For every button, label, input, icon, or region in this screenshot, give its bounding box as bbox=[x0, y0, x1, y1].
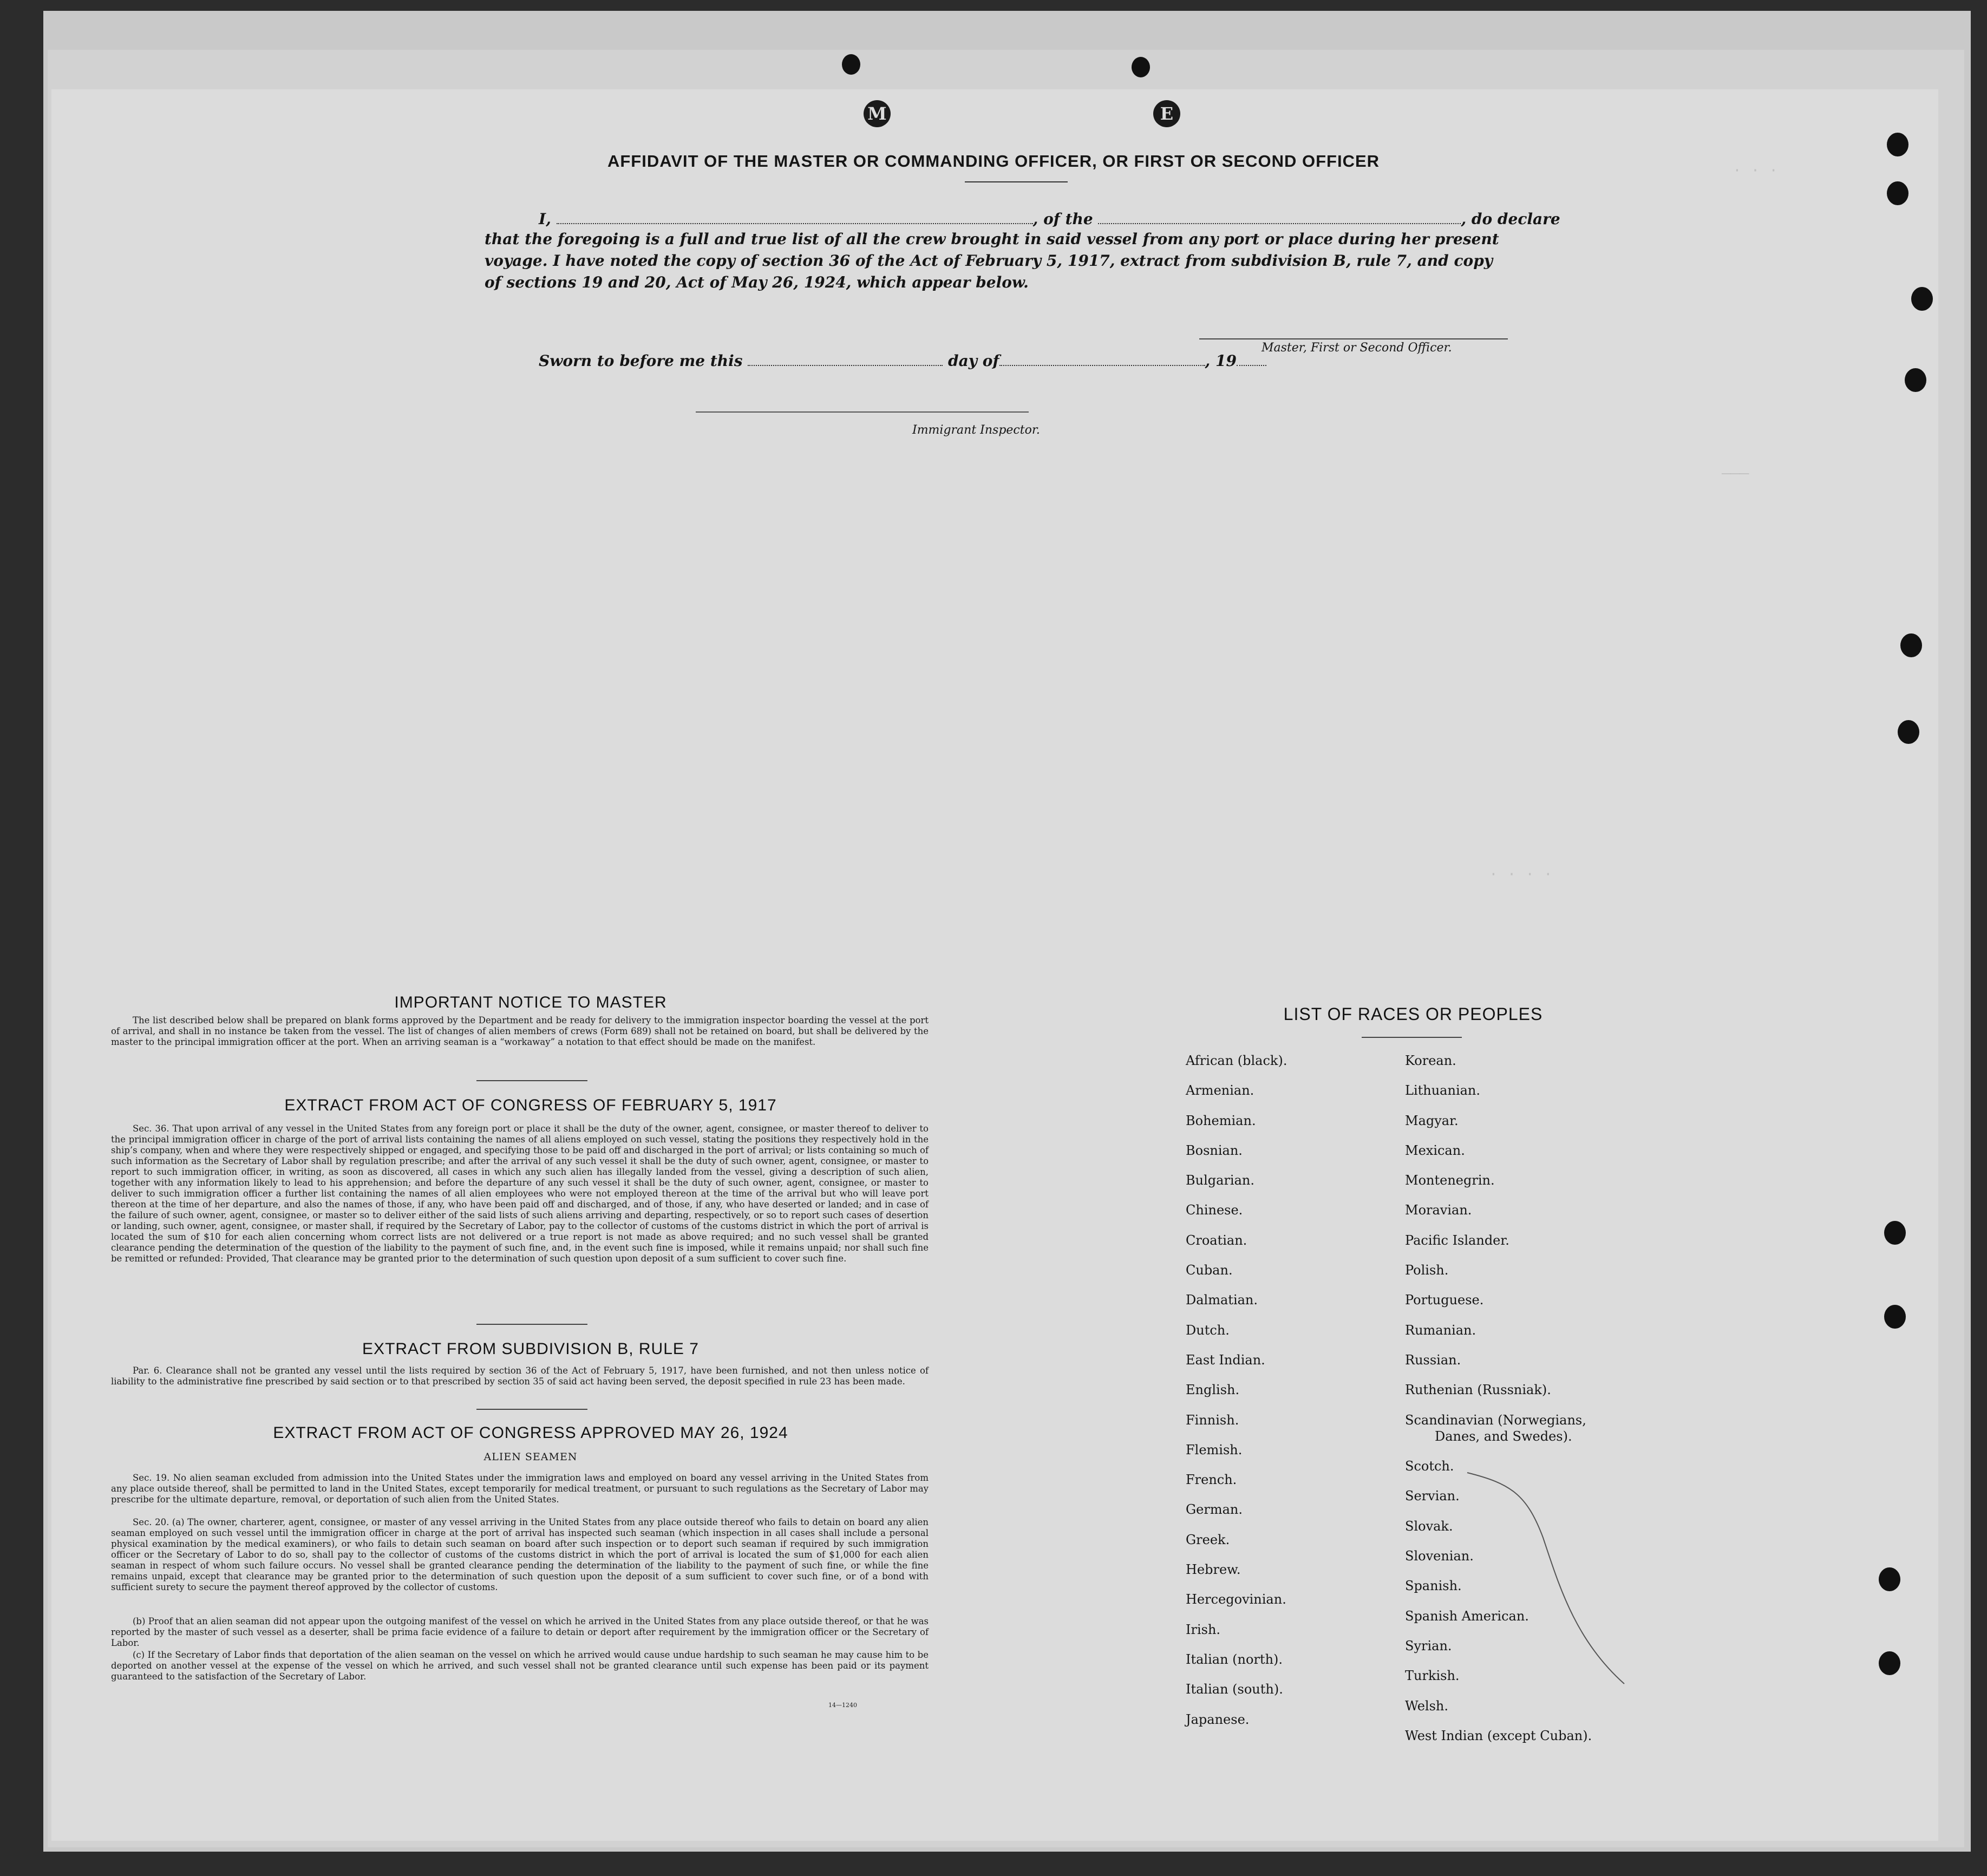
vessel-blank bbox=[1098, 223, 1461, 224]
race-item: Spanish. bbox=[1405, 1578, 1462, 1594]
section-divider bbox=[476, 1409, 587, 1410]
year-text: , 19 bbox=[1205, 352, 1237, 370]
race-item: Pacific Islander. bbox=[1405, 1232, 1509, 1248]
race-item: Chinese. bbox=[1186, 1202, 1243, 1218]
day-of-text: day of bbox=[948, 352, 999, 370]
race-item: Finnish. bbox=[1186, 1412, 1239, 1428]
race-item: Slovak. bbox=[1405, 1518, 1453, 1534]
race-item: Danes, and Swedes). bbox=[1435, 1428, 1572, 1444]
extract-1917-text: Sec. 36. That upon arrival of any vessel in the United States from any foreign port or place it shall be the duty of the owner, agent, consignee, or master thereof to deliver to the principal immigration officer in charge of the port of arrival lists containing the names of all aliens employed on such vessel, stating the positions they respectively hold in the ship’s company, when and where they were respectively shipped or engaged, and specifying those to be paid off and discharged in the port of arrival; or lists containing so much of such information as the Secretary of Labor shall by regulation prescribe; and after the arrival of any such vessel it shall be the duty of such owner, agent, consignee, or master to report to such immigration officer, in writing, as soon as discovered, all cases in which any such alien has illegally landed from the vessel, giving a description of such alien, together with any information likely to lead to his apprehension; and before the departure of any such vessel it shall be the duty of such owner, agent, consignee, or master to deliver to such immigration officer a further list containing the names of all alien employees who were not employed thereon at the time of the arrival but who will leave port thereon at the time of her departure, and also the names of those, if any, who have been paid off and discharged, and of those, if any, who have deserted or landed; and in case of the failure of such owner, agent, consignee, or master so to deliver either of the said lists of such aliens arriving and departing, respectively, or so to report such cases of desertion or landing, such owner, agent, consignee, or master shall, if required by the Secretary of Labor, pay to the collector of customs of the customs district in which the port of arrival is located the sum of $10 for each alien concerning whom correct lists are not delivered or a true report is not made as above required; and no such vessel shall be granted clearance pending the determination of the question of the liability to the payment of such fine, and, in the event such fine is imposed, while it remains unpaid; nor shall such fine be remitted or refunded: Provided, That clearance may be granted prior to the determination of such question upon deposit of a sum sufficient to cover such fine. bbox=[111, 1123, 929, 1264]
sworn-text: Sworn to before me this bbox=[539, 352, 743, 370]
race-item: Magyar. bbox=[1405, 1113, 1459, 1128]
extract-rule7-title: EXTRACT FROM SUBDIVISION B, RULE 7 bbox=[362, 1340, 699, 1358]
form-number: 14—1240 bbox=[828, 1702, 857, 1709]
inspector-line bbox=[696, 411, 1029, 413]
race-item: East Indian. bbox=[1186, 1352, 1265, 1368]
binder-hole bbox=[1898, 720, 1919, 744]
notice-title: IMPORTANT NOTICE TO MASTER bbox=[394, 993, 667, 1011]
races-left-column bbox=[1186, 1053, 1287, 1742]
race-item: West Indian (except Cuban). bbox=[1405, 1728, 1592, 1743]
title-divider bbox=[965, 181, 1068, 182]
race-item: French. bbox=[1186, 1472, 1237, 1488]
race-item: Montenegrin. bbox=[1405, 1173, 1495, 1188]
race-item: Scotch. bbox=[1405, 1459, 1454, 1474]
binder-hole bbox=[1879, 1651, 1900, 1675]
race-item: Italian (north). bbox=[1186, 1651, 1283, 1667]
extract-1924-title: EXTRACT FROM ACT OF CONGRESS APPROVED MAY 26, 1924 bbox=[273, 1424, 788, 1442]
race-item: Croatian. bbox=[1186, 1232, 1247, 1248]
binder-hole bbox=[1900, 633, 1922, 657]
race-item: Bosnian. bbox=[1186, 1142, 1243, 1158]
sec-19-text: Sec. 19. No alien seaman excluded from admission into the United States under the immigration laws and employed on board any vessel arriving in the United States from any place outside thereof, shall be permitted to land in the United States, except temporarily for medical treatment, or pursuant to such regulations as the Secretary of Labor may prescribe for the ultimate departure, removal, or deportation of such alien from the United States. bbox=[111, 1473, 929, 1505]
bleed-through-text: · · · · bbox=[1489, 866, 1553, 883]
section-divider bbox=[476, 1324, 587, 1325]
race-item: Irish. bbox=[1186, 1622, 1221, 1637]
signature-caption: Master, First or Second Officer. bbox=[1262, 341, 1452, 355]
race-item: Flemish. bbox=[1186, 1442, 1243, 1457]
binder-hole bbox=[1879, 1567, 1900, 1591]
races-divider bbox=[1362, 1037, 1462, 1038]
binder-hole bbox=[842, 54, 860, 75]
pencil-stroke bbox=[1462, 1462, 1657, 1689]
affidavit-title: AFFIDAVIT OF THE MASTER OR COMMANDING OFFICER, OR FIRST OR SECOND OFFICER bbox=[607, 152, 1380, 171]
inspector-caption: Immigrant Inspector. bbox=[912, 423, 1040, 437]
binder-hole bbox=[1905, 368, 1926, 392]
affidavit-declare: , do declare bbox=[1461, 210, 1560, 228]
race-item: Bulgarian. bbox=[1186, 1173, 1254, 1188]
race-item: Armenian. bbox=[1186, 1083, 1254, 1099]
binder-hole bbox=[1884, 1221, 1906, 1245]
sec-20a-text: Sec. 20. (a) The owner, charterer, agent, consignee, or master of any vessel arriving in the United States from any place outside thereof who fails to detain on board any alien seaman employed on such vessel until the immigration officer in charge at the port of arrival has inspected such seaman (which inspection in all cases shall include a personal physical examination by the medical examiners), or who fails to detain such seaman on board after such inspection or to deport such seaman if required by such immigration officer or the Secretary of Labor to do so, shall pay to the collector of customs of the customs district in which the port of arrival is located the sum of $1,000 for each alien seaman in respect of whom such failure occurs. No vessel shall be granted clearance pending the determination of the liability to the payment of such fine, or while the fine remains unpaid, except that clearance may be granted prior to the determination of such question upon the deposit of a sum sufficient to cover such fine, or of a bond with sufficient surety to secure the payment thereof approved by the collector of customs. bbox=[111, 1517, 929, 1592]
binder-hole bbox=[1887, 181, 1908, 205]
page-mark-e: E bbox=[1153, 100, 1180, 127]
race-item: Scandinavian (Norwegians, bbox=[1405, 1412, 1586, 1428]
bleed-through-text: · · · bbox=[1733, 162, 1779, 179]
race-item: Russian. bbox=[1405, 1352, 1461, 1368]
affidavit-line-2: that the foregoing is a full and true list of all the crew brought in said vessel from any port or place during her present bbox=[485, 230, 1499, 248]
race-item: Italian (south). bbox=[1186, 1682, 1283, 1697]
race-item: Hercegovinian. bbox=[1186, 1592, 1286, 1607]
sec-20c-text: (c) If the Secretary of Labor finds that deportation of the alien seaman on the vessel on which he arrived would cause undue hardship to such seaman he may cause him to be deported on another vessel at the expense of the vessel on which he arrived, and such vessel shall not be granted clearance until such expense has been paid or its payment guaranteed to the satisfaction of the Secretary of Labor. bbox=[111, 1650, 929, 1682]
race-item: Spanish American. bbox=[1405, 1608, 1529, 1624]
notice-text: The list described below shall be prepared on blank forms approved by the Department and be ready for delivery to the immigration inspector boarding the vessel at the port of arrival, and shall in no instance be taken from the vessel. The list of changes of alien members of crews (Form 689) shall not be retained on board, but shall be delivered by the master to the principal immigration officer at the port. When an arriving seaman is a “workaway” a notation to that effect should be made on the manifest. bbox=[111, 1015, 929, 1047]
race-item: Welsh. bbox=[1405, 1698, 1448, 1714]
affidavit-i: I, bbox=[539, 210, 551, 228]
race-item: Cuban. bbox=[1186, 1263, 1233, 1278]
year-blank bbox=[1237, 365, 1266, 366]
race-item: Syrian. bbox=[1405, 1638, 1452, 1653]
affidavit-line-1 bbox=[539, 210, 1560, 228]
race-item: Hebrew. bbox=[1186, 1562, 1241, 1578]
race-item: Portuguese. bbox=[1405, 1292, 1484, 1308]
race-item: Lithuanian. bbox=[1405, 1083, 1481, 1099]
affidavit-line-3: voyage. I have noted the copy of section 36 of the Act of February 5, 1917, extract from subdivision B, rule 7, and copy bbox=[485, 252, 1493, 270]
race-item: Dalmatian. bbox=[1186, 1292, 1258, 1308]
race-item: Turkish. bbox=[1405, 1668, 1460, 1684]
signature-line bbox=[1199, 338, 1508, 339]
race-item: German. bbox=[1186, 1502, 1243, 1518]
race-item: Greek. bbox=[1186, 1532, 1230, 1547]
race-item: Ruthenian (Russniak). bbox=[1405, 1382, 1551, 1398]
bleed-through-text: ——— bbox=[1722, 466, 1749, 482]
race-item: Japanese. bbox=[1186, 1711, 1250, 1727]
page-mark-m: M bbox=[864, 100, 891, 127]
affidavit-line-4: of sections 19 and 20, Act of May 26, 1924, which appear below. bbox=[485, 273, 1029, 291]
race-item: Rumanian. bbox=[1405, 1322, 1476, 1338]
race-item: Slovenian. bbox=[1405, 1548, 1474, 1564]
extract-1917-title: EXTRACT FROM ACT OF CONGRESS OF FEBRUARY 5, 1917 bbox=[284, 1096, 777, 1114]
section-divider bbox=[476, 1080, 587, 1081]
month-blank bbox=[999, 365, 1205, 366]
race-item: Moravian. bbox=[1405, 1202, 1472, 1218]
race-item: Dutch. bbox=[1186, 1322, 1230, 1338]
race-item: Polish. bbox=[1405, 1263, 1449, 1278]
binder-hole bbox=[1132, 57, 1150, 77]
affidavit-of-the: , of the bbox=[1032, 210, 1093, 228]
races-title: LIST OF RACES OR PEOPLES bbox=[1283, 1004, 1543, 1024]
race-item: Mexican. bbox=[1405, 1142, 1465, 1158]
binder-hole bbox=[1911, 287, 1933, 311]
race-item: Bohemian. bbox=[1186, 1113, 1256, 1128]
extract-1924-subtitle: ALIEN SEAMEN bbox=[483, 1451, 578, 1463]
race-item: Servian. bbox=[1405, 1488, 1460, 1504]
day-blank bbox=[748, 365, 943, 366]
binder-hole bbox=[1884, 1305, 1906, 1329]
name-blank bbox=[557, 223, 1033, 224]
race-item: Korean. bbox=[1405, 1053, 1456, 1068]
sec-20b-text: (b) Proof that an alien seaman did not appear upon the outgoing manifest of the vessel on which he arrived in the United States from any place outside thereof, or that he was reported by the master of such vessel as a deserter, shall be prima facie evidence of a failure to detain or deport after requirement by the immigration officer or the Secretary of Labor. bbox=[111, 1616, 929, 1648]
extract-rule7-text: Par. 6. Clearance shall not be granted any vessel until the lists required by section 36 of the Act of February 5, 1917, have been furnished, and not then unless notice of liability to the administrative fine prescribed by said section or to that prescribed by section 35 of said act having been served, the deposit specified in rule 23 has been made. bbox=[111, 1365, 929, 1387]
sworn-line bbox=[539, 352, 1266, 370]
race-item: English. bbox=[1186, 1382, 1240, 1398]
race-item: African (black). bbox=[1186, 1053, 1287, 1068]
